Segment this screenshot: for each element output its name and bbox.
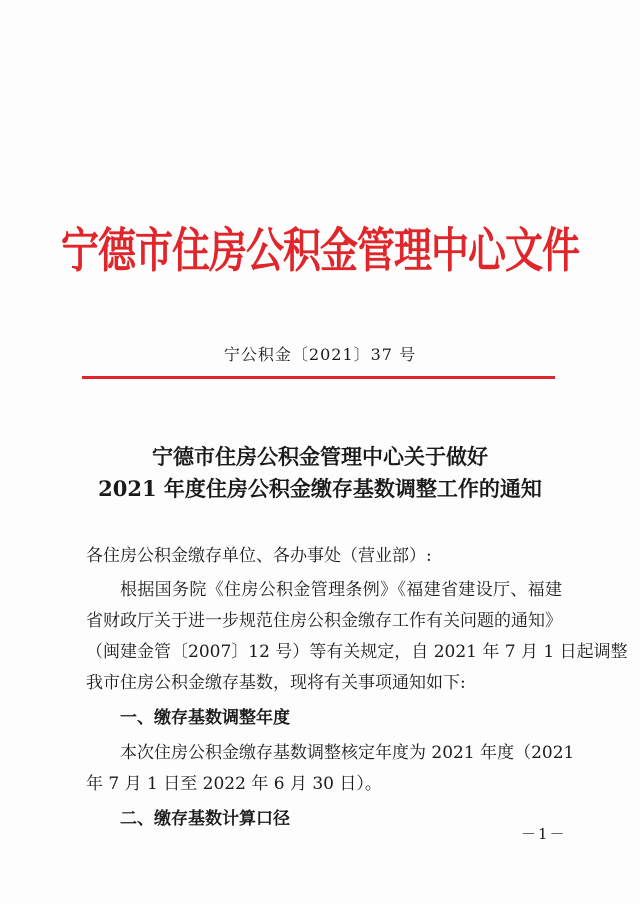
notice-title-line-1: 宁德市住房公积金管理中心关于做好	[152, 444, 488, 469]
paragraph-line: 年 7 月 1 日至 2022 年 6 月 30 日）。	[86, 774, 382, 794]
issuer-title: 宁德市住房公积金管理中心文件	[60, 223, 579, 279]
notice-title-line-2: 2021 年度住房公积金缴存基数调整工作的通知	[98, 476, 542, 501]
paragraph-line: （闽建金管〔2007〕12 号）等有关规定，自 2021 年 7 月 1 日起调整	[86, 642, 628, 662]
paragraph-line: 我市住房公积金缴存基数，现将有关事项通知如下:	[86, 673, 466, 693]
document-number: 宁公积金〔2021〕37 号	[223, 345, 417, 364]
section-heading: 二、缴存基数计算口径	[120, 809, 290, 829]
salutation: 各住房公积金缴存单位、各办事处（营业部）:	[86, 546, 432, 566]
paragraph-line: 根据国务院《住房公积金管理条例》《福建省建设厅、福建	[120, 580, 562, 600]
red-divider	[82, 376, 555, 379]
paragraph-line: 省财政厅关于进一步规范住房公积金缴存工作有关问题的通知》	[86, 611, 562, 631]
page-number: －1－	[521, 825, 567, 843]
paragraph-line: 本次住房公积金缴存基数调整核定年度为 2021 年度（2021	[120, 743, 575, 763]
section-heading: 一、缴存基数调整年度	[120, 708, 290, 728]
